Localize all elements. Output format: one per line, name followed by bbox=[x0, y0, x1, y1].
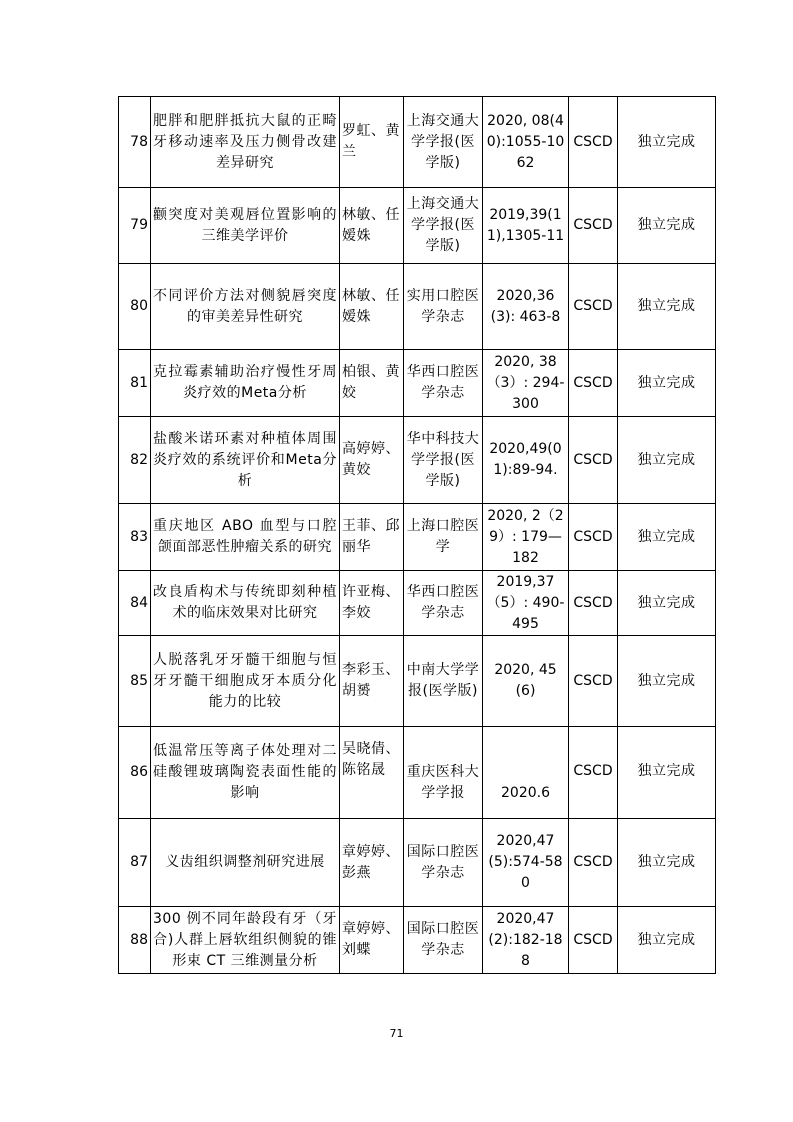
row-number: 87 bbox=[119, 819, 151, 907]
paper-title: 改良盾构术与传统即刻种植术的临床效果对比研究 bbox=[151, 571, 340, 636]
completion-role: 独立完成 bbox=[618, 97, 716, 188]
row-number: 84 bbox=[119, 571, 151, 636]
table-row bbox=[119, 636, 716, 727]
journal: 国际口腔医学杂志 bbox=[404, 907, 483, 974]
journal: 上海交通大学学报(医学版) bbox=[404, 188, 483, 264]
volume-pages: 2020, 45(6) bbox=[483, 636, 569, 727]
volume-pages: 2020,36(3): 463-8 bbox=[483, 264, 569, 350]
completion-role: 独立完成 bbox=[618, 636, 716, 727]
paper-title: 人脱落乳牙牙髓干细胞与恒牙牙髓干细胞成牙本质分化能力的比较 bbox=[151, 636, 340, 727]
volume-pages: 2020.6 bbox=[483, 727, 569, 819]
volume-pages: 2019,39(11),1305-11 bbox=[483, 188, 569, 264]
authors: 柏银、黄姣 bbox=[340, 350, 404, 417]
authors: 林敏、任嫒姝 bbox=[340, 188, 404, 264]
table-row bbox=[119, 907, 716, 974]
paper-title: 义齿组织调整剂研究进展 bbox=[151, 819, 340, 907]
authors: 高婷婷、黄姣 bbox=[340, 417, 404, 504]
authors: 罗虹、黄兰 bbox=[340, 97, 404, 188]
completion-role: 独立完成 bbox=[618, 264, 716, 350]
volume-pages: 2020,47(2):182-188 bbox=[483, 907, 569, 974]
index-badge: CSCD bbox=[569, 188, 618, 264]
authors: 章婷婷、彭燕 bbox=[340, 819, 404, 907]
paper-title: 克拉霉素辅助治疗慢性牙周炎疗效的Meta分析 bbox=[151, 350, 340, 417]
row-number: 78 bbox=[119, 97, 151, 188]
authors: 王菲、邱丽华 bbox=[340, 504, 404, 571]
index-badge: CSCD bbox=[569, 350, 618, 417]
completion-role: 独立完成 bbox=[618, 417, 716, 504]
paper-title: 300 例不同年龄段有牙（牙合)人群上唇软组织侧貌的锥形束 CT 三维测量分析 bbox=[151, 907, 340, 974]
completion-role: 独立完成 bbox=[618, 907, 716, 974]
index-badge: CSCD bbox=[569, 417, 618, 504]
paper-title: 重庆地区 ABO 血型与口腔颌面部恶性肿瘤关系的研究 bbox=[151, 504, 340, 571]
authors: 许亚梅、李姣 bbox=[340, 571, 404, 636]
table-row bbox=[119, 264, 716, 350]
index-badge: CSCD bbox=[569, 727, 618, 819]
completion-role: 独立完成 bbox=[618, 188, 716, 264]
table-row bbox=[119, 350, 716, 417]
index-badge: CSCD bbox=[569, 636, 618, 727]
completion-role: 独立完成 bbox=[618, 350, 716, 417]
index-badge: CSCD bbox=[569, 264, 618, 350]
paper-title: 颧突度对美观唇位置影响的三维美学评价 bbox=[151, 188, 340, 264]
table-row bbox=[119, 819, 716, 907]
paper-title: 肥胖和肥胖抵抗大鼠的正畸牙移动速率及压力侧骨改建差异研究 bbox=[151, 97, 340, 188]
volume-pages: 2020,47(5):574-580 bbox=[483, 819, 569, 907]
volume-pages: 2020, 38（3）: 294-300 bbox=[483, 350, 569, 417]
publications-table bbox=[118, 96, 716, 974]
index-badge: CSCD bbox=[569, 571, 618, 636]
volume-pages: 2020,49(01):89-94. bbox=[483, 417, 569, 504]
table-row bbox=[119, 417, 716, 504]
authors: 章婷婷、刘蝶 bbox=[340, 907, 404, 974]
journal: 实用口腔医学杂志 bbox=[404, 264, 483, 350]
volume-pages: 2020, 2（29）: 179—182 bbox=[483, 504, 569, 571]
table-row bbox=[119, 727, 716, 819]
journal: 华西口腔医学杂志 bbox=[404, 571, 483, 636]
completion-role: 独立完成 bbox=[618, 819, 716, 907]
page-number: 71 bbox=[389, 1027, 404, 1040]
journal: 上海交通大学学报(医学版) bbox=[404, 97, 483, 188]
table-row bbox=[119, 571, 716, 636]
table-row bbox=[119, 504, 716, 571]
volume-pages: 2020, 08(40):1055-1062 bbox=[483, 97, 569, 188]
row-number: 80 bbox=[119, 264, 151, 350]
authors: 林敏、任嫒姝 bbox=[340, 264, 404, 350]
journal: 华中科技大学学报(医学版) bbox=[404, 417, 483, 504]
completion-role: 独立完成 bbox=[618, 571, 716, 636]
table-row bbox=[119, 97, 716, 188]
journal: 上海口腔医学 bbox=[404, 504, 483, 571]
authors: 吴晓倩、陈铭晟 bbox=[340, 727, 404, 819]
volume-pages: 2019,37（5）: 490-495 bbox=[483, 571, 569, 636]
paper-title: 不同评价方法对侧貌唇突度的审美差异性研究 bbox=[151, 264, 340, 350]
index-badge: CSCD bbox=[569, 504, 618, 571]
row-number: 82 bbox=[119, 417, 151, 504]
row-number: 83 bbox=[119, 504, 151, 571]
index-badge: CSCD bbox=[569, 907, 618, 974]
index-badge: CSCD bbox=[569, 97, 618, 188]
row-number: 88 bbox=[119, 907, 151, 974]
row-number: 85 bbox=[119, 636, 151, 727]
paper-title: 低温常压等离子体处理对二硅酸锂玻璃陶瓷表面性能的影响 bbox=[151, 727, 340, 819]
journal: 国际口腔医学杂志 bbox=[404, 819, 483, 907]
completion-role: 独立完成 bbox=[618, 727, 716, 819]
completion-role: 独立完成 bbox=[618, 504, 716, 571]
journal: 中南大学学报(医学版) bbox=[404, 636, 483, 727]
row-number: 81 bbox=[119, 350, 151, 417]
paper-title: 盐酸米诺环素对种植体周围炎疗效的系统评价和Meta分析 bbox=[151, 417, 340, 504]
journal: 重庆医科大学学报 bbox=[404, 727, 483, 819]
authors: 李彩玉、胡赟 bbox=[340, 636, 404, 727]
table-row bbox=[119, 188, 716, 264]
journal: 华西口腔医学杂志 bbox=[404, 350, 483, 417]
row-number: 79 bbox=[119, 188, 151, 264]
row-number: 86 bbox=[119, 727, 151, 819]
index-badge: CSCD bbox=[569, 819, 618, 907]
